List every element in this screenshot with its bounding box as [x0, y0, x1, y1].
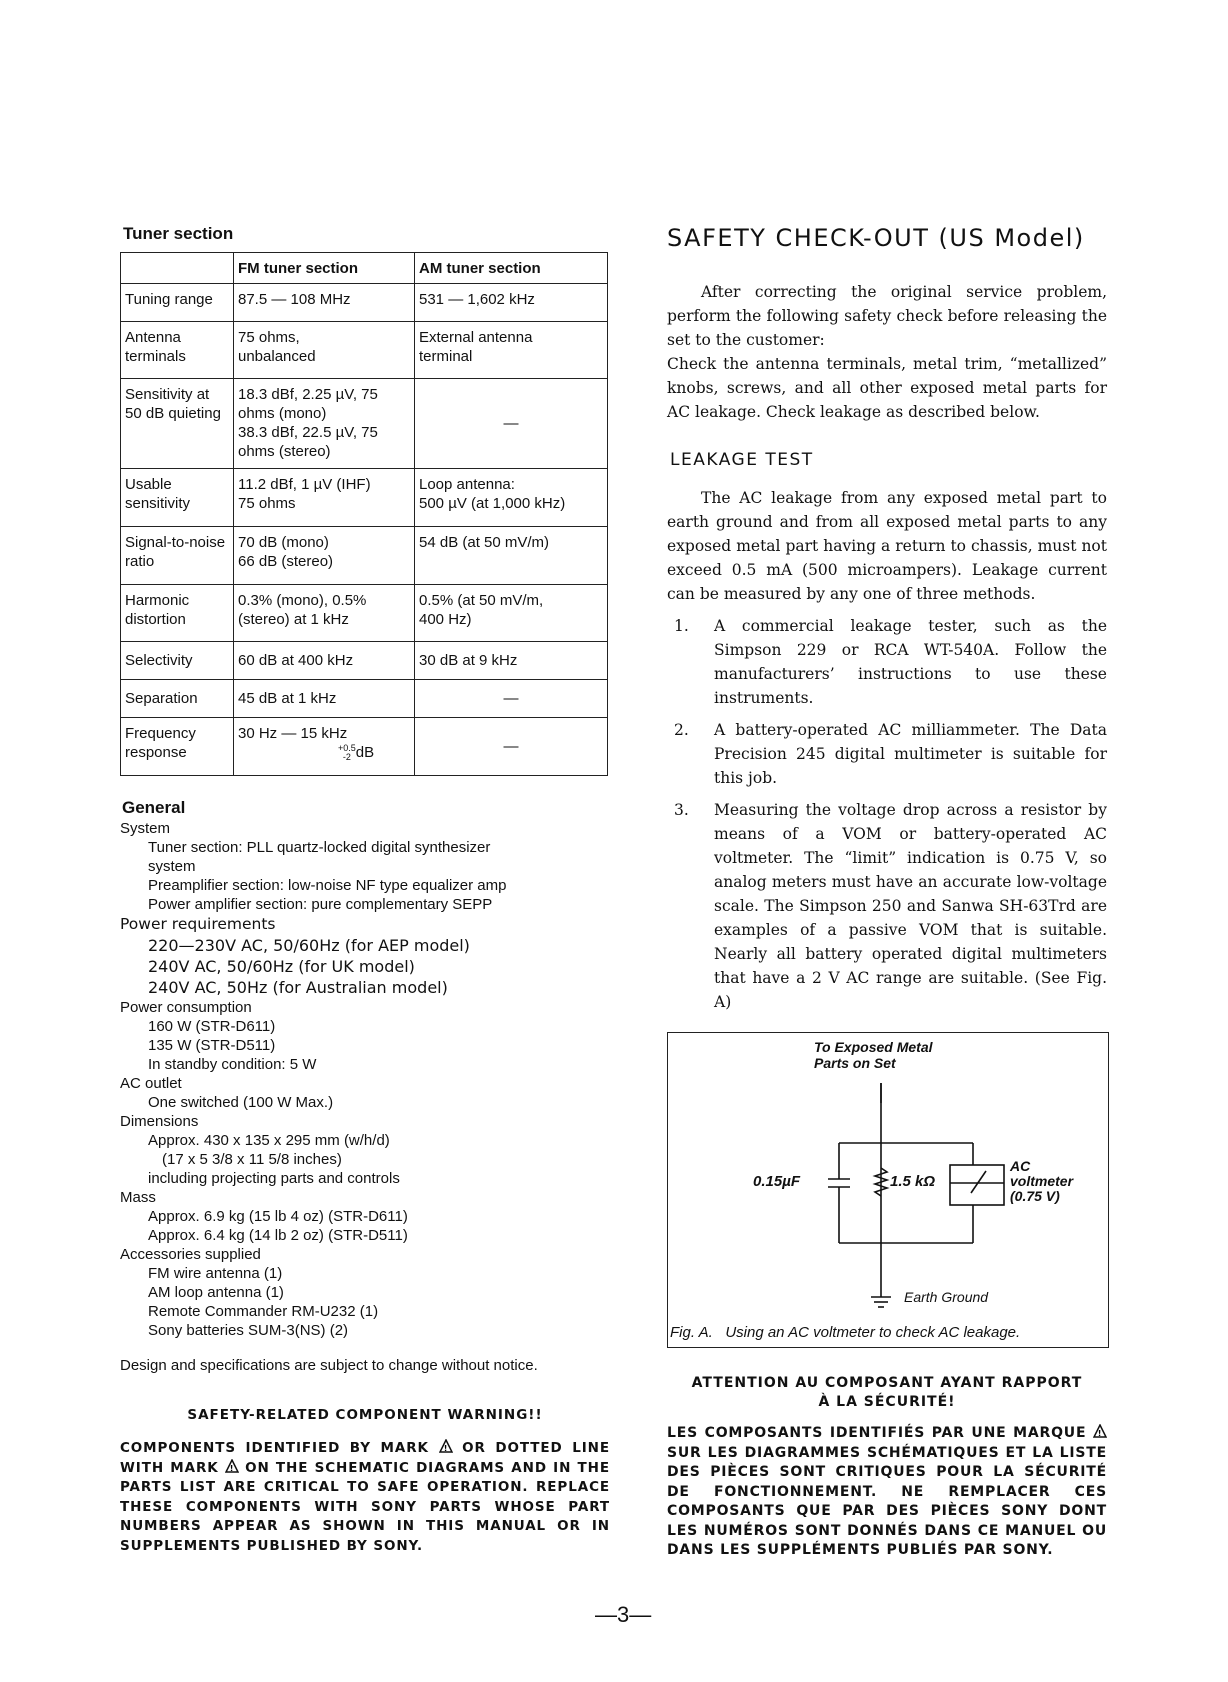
- page-number: —3—: [595, 1602, 652, 1627]
- spec-category: System: [120, 820, 171, 837]
- spec-item: Preamplifier section: low-noise NF type equalizer amp: [148, 877, 507, 894]
- am-value: Loop antenna: 500 µV (at 1,000 kHz): [415, 469, 608, 527]
- warning-title: SAFETY-RELATED COMPONENT WARNING!!: [187, 1407, 543, 1423]
- spec-category: Power requirements: [120, 915, 276, 933]
- svg-text:!: !: [1097, 1429, 1103, 1438]
- safety-mark-icon: [225, 1459, 239, 1473]
- table-row: [121, 585, 608, 642]
- spec-category: Power consumption: [120, 999, 252, 1016]
- table-row: [121, 469, 608, 527]
- general-section: [120, 798, 610, 1375]
- am-value: —: [415, 680, 608, 718]
- spec-category: Dimensions: [120, 1113, 199, 1130]
- table-header-am: AM tuner section: [415, 253, 608, 284]
- leakage-paragraph: The AC leakage from any exposed metal part to earth ground and from all exposed metal parts to any exposed metal part having a return to chassis, must not exceed 0.5 mA (500 microampers). Leakage current can be measured by any one of three methods.: [667, 489, 1107, 603]
- spec-item: Power amplifier section: pure complementary SEPP: [148, 896, 493, 913]
- spec-item: Approx. 6.4 kg (14 lb 2 oz) (STR-D511): [148, 1227, 408, 1244]
- spec-item: Sony batteries SUM-3(NS) (2): [148, 1322, 349, 1339]
- fm-value: 11.2 dBf, 1 µV (IHF) 75 ohms: [234, 469, 415, 527]
- safety-mark-icon: [1093, 1424, 1107, 1438]
- spec-item: 240V AC, 50/60Hz (for UK model): [148, 957, 415, 976]
- spec-item: FM wire antenna (1): [148, 1265, 283, 1282]
- capacitor-label: 0.15µF: [753, 1173, 800, 1190]
- am-value: 531 — 1,602 kHz: [415, 284, 608, 322]
- list-item: 1. A commercial leakage tester, such as the Simpson 229 or RCA WT-540A. Follow the manufacturers’ instructions to use these instruments.: [674, 617, 1107, 707]
- earth-ground-label: Earth Ground: [904, 1289, 989, 1305]
- spec-item: One switched (100 W Max.): [148, 1094, 334, 1111]
- fm-value: 70 dB (mono) 66 dB (stereo): [234, 527, 415, 585]
- spec-category: AC outlet: [120, 1075, 182, 1092]
- table-row: [121, 642, 608, 680]
- spec-item: In standby condition: 5 W: [148, 1056, 317, 1073]
- fm-value: [234, 718, 415, 776]
- spec-item: 240V AC, 50Hz (for Australian model): [148, 978, 448, 997]
- attention-text: LES COMPOSANTS IDENTIFIÉS PAR UNE MARQUE ! SUR LES DIAGRAMMES SCHÉMATIQUES ET LA LISTE DES PIÈCES SONT CRITIQUES POUR LA SÉCURITÉ DE FONCTIONNEMENT. NE REMPLACER CES COMPOSANTS QUE PAR DES PIÈCES SONY DONT LES NUMÉROS SONT DONNÉS DANS CE MANUEL OU DANS LES SUPPLÉMENTS PUBLIÉS PAR SONY.: [667, 1425, 1107, 1558]
- am-value: 0.5% (at 50 mV/m, 400 Hz): [415, 585, 608, 642]
- fm-value: 0.3% (mono), 0.5% (stereo) at 1 kHz: [234, 585, 415, 642]
- spec-item: AM loop antenna (1): [148, 1284, 284, 1301]
- am-value: —: [415, 718, 608, 776]
- row-label: Signal-to-noise ratio: [121, 527, 234, 585]
- table-header-empty: [121, 253, 234, 284]
- spec-notice: Design and specifications are subject to change without notice.: [120, 1357, 538, 1374]
- fm-value: 18.3 dBf, 2.25 µV, 75 ohms (mono) 38.3 dBf, 22.5 µV, 75 ohms (stereo): [234, 379, 415, 469]
- spec-item: 135 W (STR-D511): [148, 1037, 276, 1054]
- fm-value: 75 ohms, unbalanced: [234, 322, 415, 379]
- left-column: [120, 224, 610, 1556]
- am-value: —: [415, 379, 608, 469]
- spec-item: 160 W (STR-D611): [148, 1018, 276, 1035]
- resistor-label: 1.5 kΩ: [890, 1173, 936, 1190]
- safety-mark-icon: [439, 1439, 453, 1453]
- spec-item: Approx. 430 x 135 x 295 mm (w/h/d): [148, 1132, 390, 1149]
- spec-item: Tuner section: PLL quartz-locked digital synthesizer: [148, 839, 491, 856]
- general-title: General: [122, 798, 186, 817]
- row-label: Sensitivity at 50 dB quieting: [121, 379, 234, 469]
- fm-value: 45 dB at 1 kHz: [234, 680, 415, 718]
- safety-checkout-title: SAFETY CHECK-OUT (US Model): [667, 224, 1085, 252]
- safety-intro-paragraph: After correcting the original service problem, perform the following safety check before releasing the set to the customer:: [667, 283, 1107, 349]
- spec-item: (17 x 5 3/8 x 11 5/8 inches): [162, 1151, 342, 1168]
- spec-item: including projecting parts and controls: [148, 1170, 400, 1187]
- row-label: Tuning range: [121, 284, 234, 322]
- am-value: 54 dB (at 50 mV/m): [415, 527, 608, 585]
- spec-item: Approx. 6.9 kg (15 lb 4 oz) (STR-D611): [148, 1208, 408, 1225]
- row-label: Separation: [121, 680, 234, 718]
- leakage-test-title: LEAKAGE TEST: [670, 450, 814, 470]
- method-list: [667, 614, 1107, 1014]
- table-row: [121, 718, 608, 776]
- svg-text:!: !: [229, 1463, 235, 1473]
- tolerance-unit: dB: [355, 744, 375, 761]
- safety-check-paragraph: Check the antenna terminals, metal trim, “metallized” knobs, screws, and all other exposed metal parts for AC leakage. Check leakage as described below.: [667, 355, 1107, 421]
- freq-range: 30 Hz — 15 kHz: [238, 725, 348, 742]
- spec-item: system: [148, 858, 196, 875]
- table-row: [121, 527, 608, 585]
- spec-category: Accessories supplied: [120, 1246, 261, 1263]
- exposed-metal-label: To Exposed Metal Parts on Set: [814, 1039, 933, 1071]
- attention-title: ATTENTION AU COMPOSANT AYANT RAPPORT À LA SÉCURITÉ!: [691, 1375, 1083, 1410]
- table-header-fm: FM tuner section: [234, 253, 415, 284]
- table-header-row: [121, 253, 608, 284]
- table-row: [121, 322, 608, 379]
- tolerance: +0.5 -2: [338, 743, 356, 763]
- list-item: 3. Measuring the voltage drop across a resistor by means of a VOM or battery-operated AC voltmeter. The “limit” indication is 0.75 V, so analog meters must have an accurate low-voltage scale. The Simpson 250 and Sanwa SH-63Trd are examples of a passive VOM that is suitable. Nearly all battery operated digital multimeters that have a 2 V AC range are suitable. (See Fig. A): [674, 801, 1107, 1011]
- row-label: Selectivity: [121, 642, 234, 680]
- tuner-spec-table: [120, 252, 608, 776]
- table-row: [121, 680, 608, 718]
- spec-item: Remote Commander RM-U232 (1): [148, 1303, 379, 1320]
- fm-value: 60 dB at 400 kHz: [234, 642, 415, 680]
- voltmeter-label: AC voltmeter (0.75 V): [1010, 1158, 1074, 1204]
- figure-a: [667, 1032, 1109, 1348]
- svg-text:!: !: [443, 1444, 448, 1453]
- row-label: Harmonic distortion: [121, 585, 234, 642]
- row-label: Frequency response: [121, 718, 234, 776]
- warning-text: COMPONENTS IDENTIFIED BY MARK ! OR DOTTED LINE WITH MARK ! ON THE SCHEMATIC DIAGRAMS AND IN THE PARTS LIST ARE CRITICAL TO SAFE OPERATION. REPLACE THESE COMPONENTS WITH SONY PARTS WHOSE PART NUMBERS APPEAR AS SHOWN IN THIS MANUAL OR IN SUPPLEMENTS PUBLISHED BY SONY.: [120, 1440, 610, 1554]
- list-item: 2. A battery-operated AC milliammeter. The Data Precision 245 digital multimeter is suitable for this job.: [674, 721, 1107, 787]
- row-label: Usable sensitivity: [121, 469, 234, 527]
- fm-value: 87.5 — 108 MHz: [234, 284, 415, 322]
- table-row: [121, 284, 608, 322]
- table-row: [121, 379, 608, 469]
- am-value: 30 dB at 9 kHz: [415, 642, 608, 680]
- row-label: Antenna terminals: [121, 322, 234, 379]
- figure-caption: Fig. A. Using an AC voltmeter to check AC leakage.: [670, 1324, 1021, 1341]
- spec-item: 220—230V AC, 50/60Hz (for AEP model): [148, 936, 470, 955]
- am-value: External antenna terminal: [415, 322, 608, 379]
- right-column: [667, 224, 1107, 1561]
- spec-category: Mass: [120, 1189, 156, 1206]
- tuner-section-title: Tuner section: [123, 224, 234, 243]
